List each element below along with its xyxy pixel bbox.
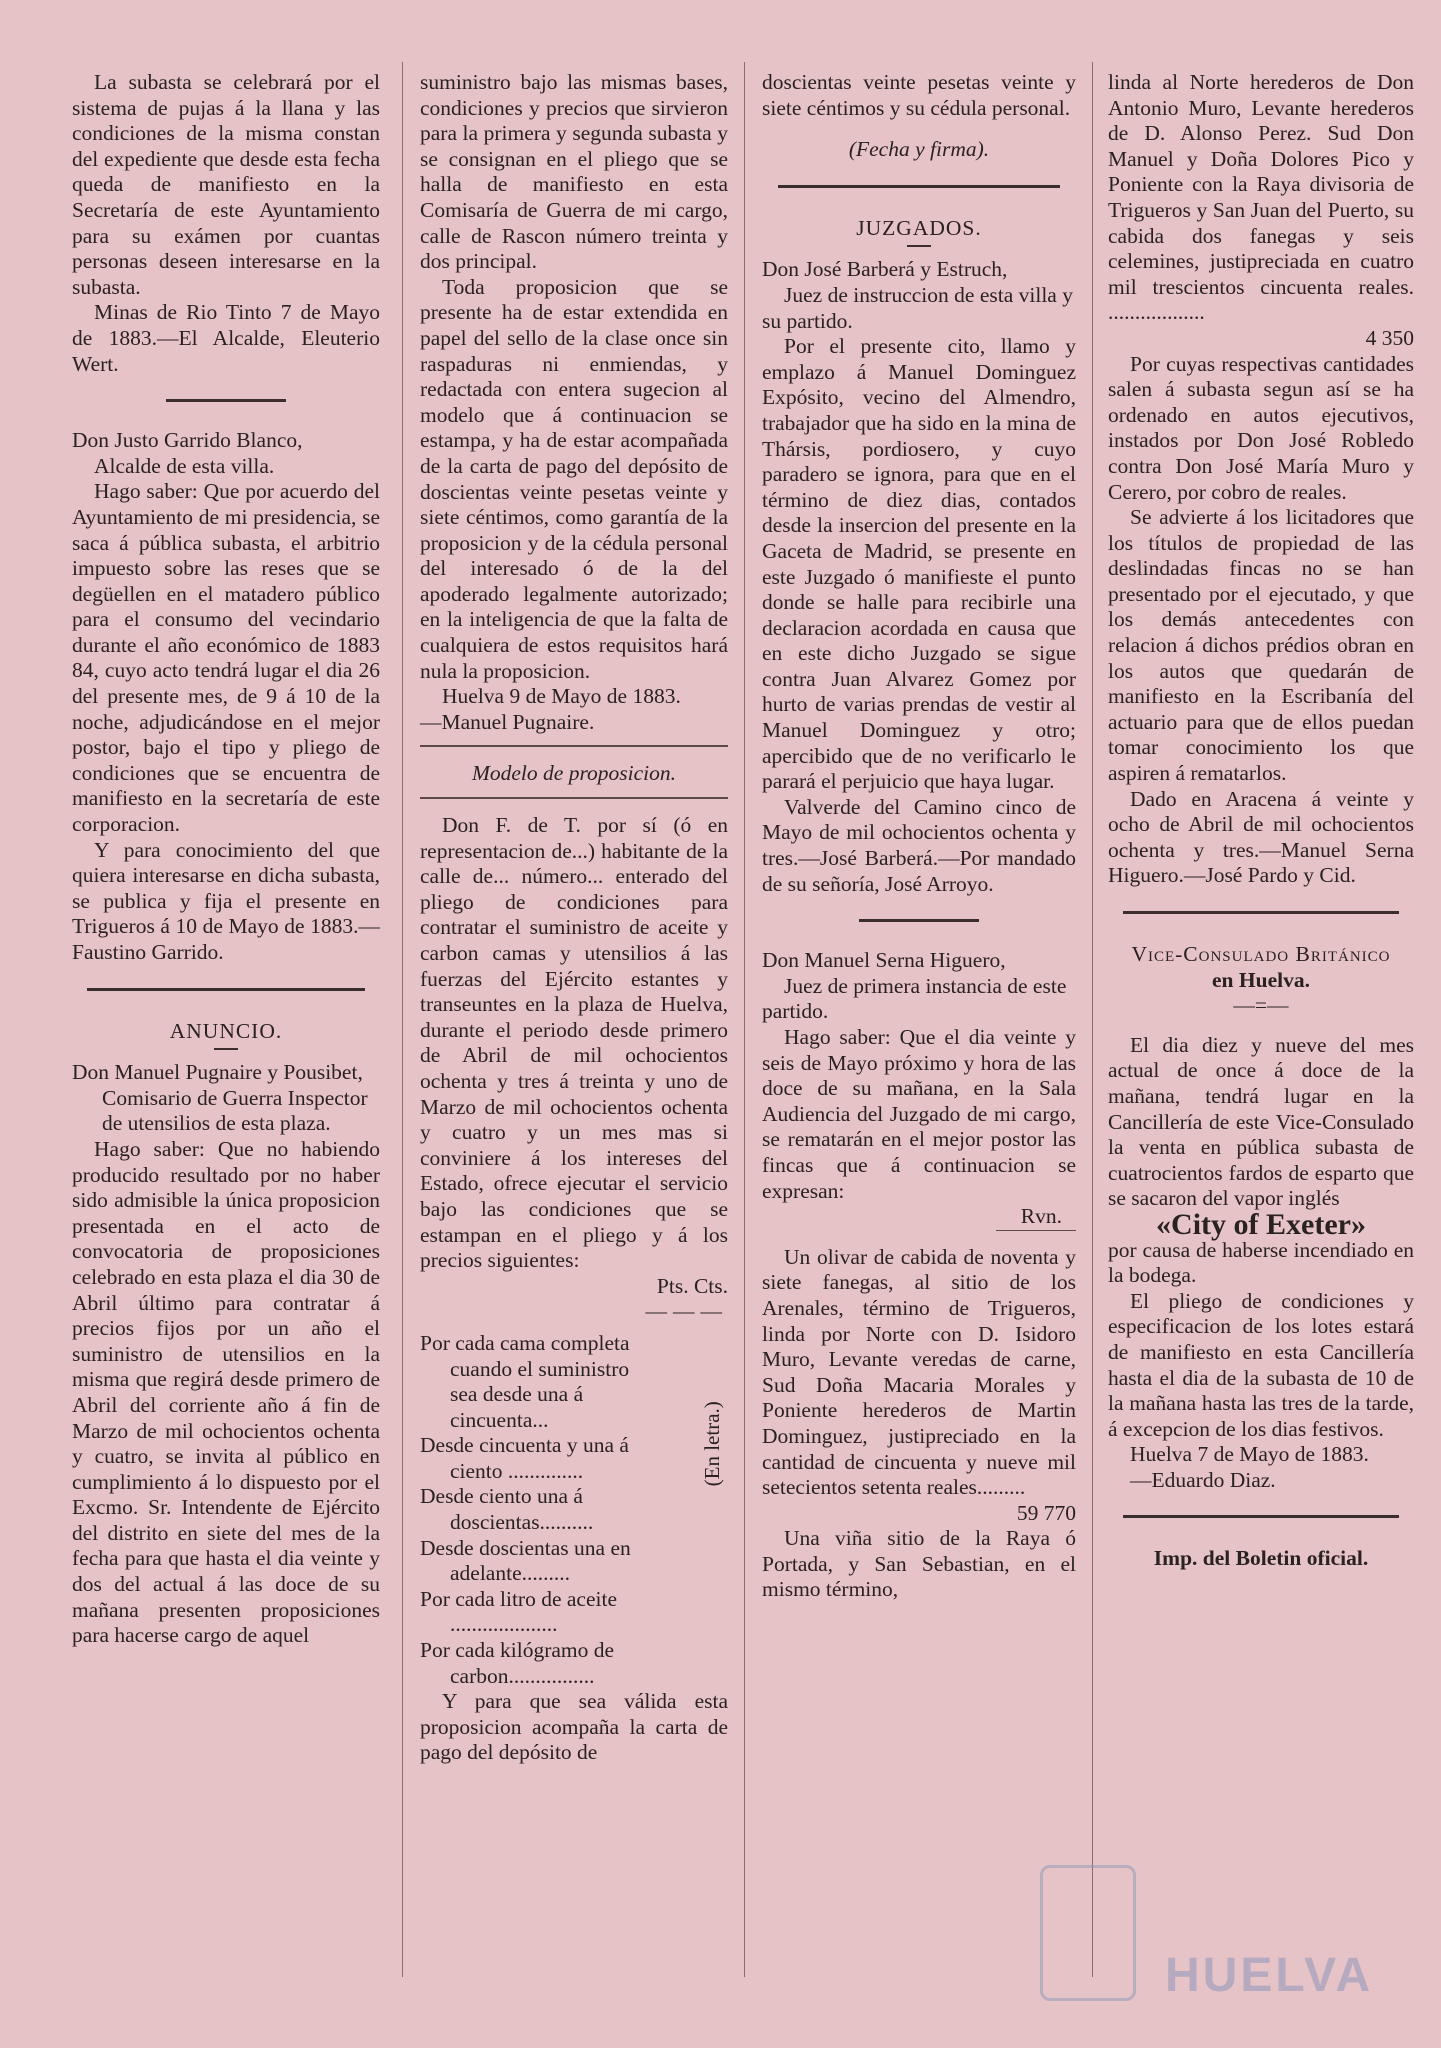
advertencia-text: Se advierte á los licitadores que los títulos de propiedad de las deslindadas fincas no se han presentado por el ejecutado, y que los demás antecedentes con relacion á dichos prédios obran en los autos que quedarán de manifiesto en la Escribanía del actuario para que de ellos puedan tomar conocimiento los que aspiren á rematarlos. [1108,505,1414,786]
consulado-dash: —=— [1233,993,1289,1018]
price-column-header: Pts. Cts. [656,1273,728,1298]
citacion-signature: Valverde del Camino cinco de Mayo de mil ochocientos ochenta y tres.—José Barberá.—Por mandado de su señoría, José Arroyo. [762,794,1076,896]
notice-heading-sub: Alcalde de esta villa. [94,453,275,478]
column-3 [762,70,1076,1603]
anuncio-body: Hago saber: Que no habiendo producido resultado por no haber sido admisible la única proposicion presentada en el acto de convocatoria de proposiciones celebrado en esta plaza el dia 30 de Abril último para contratar á precios fijos por un año el suministro de utensilios en la misma que regirá desde primero de Abril del corriente año á fin de Marzo de mil ochocientos ochenta y cuatro, se invita al público en cumplimiento á lo dispuesto por el Excmo. Sr. Intendente de Ejército del distrito en siete del mes de la fecha para que hasta el dia veinte y dos del actual á las doce de su mañana presenten proposiciones para hacerse cargo de aquel [72,1136,380,1648]
price-item: Desde cincuenta y una á ciento .............. [420,1433,629,1483]
anuncio-heading: Don Manuel Pugnaire y Pousibet, Comisario de Guerra Inspector de utensilios de esta plaza. [72,1060,368,1136]
finca-2-continued: linda al Norte herederos de Don Antonio Muro, Levante herederos de D. Alonso Perez. Sud Don Manuel y Doña Dolores Pico y Poniente con la Raya divisoria de Trigueros y San Juan del Puerto, su cabida dos fanegas y seis celemines, justipreciada en cuatro mil trescientos cincuenta reales. .................. [1108,70,1414,325]
price-table [420,1331,728,1689]
validez-text: Y para que sea válida esta proposicion acompaña la carta de pago del depósito de [420,1689,728,1765]
title-dash [907,245,931,247]
juez2-heading-sub: Juez de primera instancia de este partido. [762,973,1067,1024]
anuncio-title: ANUNCIO. [169,1018,283,1043]
divider [420,745,728,747]
column-rule [744,62,745,1977]
column-2 [420,70,728,1766]
watermark: HUELVA [1165,1949,1374,2002]
incendio-text: por causa de haberse incendiado en la bodega. [1108,1237,1414,1288]
finca-1-value: 59 770 [1016,1500,1076,1525]
column-4 [1108,70,1414,1572]
rvn-underline [996,1230,1076,1231]
consulado-date: Huelva 7 de Mayo de 1883. [1130,1442,1369,1467]
juez-heading-sub: Juez de instruccion de esta villa y su partido. [762,282,1073,333]
price-item: Por cada cama completa cuando el suministro sea desde una á cincuenta... [420,1330,630,1432]
price-column-dash: ——— [645,1299,728,1324]
price-item: Desde ciento una á doscientas.......... [420,1484,594,1535]
seal-stamp [1040,1865,1136,2001]
divider [859,919,979,922]
subasta-text: La subasta se celebrará por el sistema de pujas á la llana y las condiciones de la misma constan del expediente que desde esta fecha queda de manifiesto en la Secretaría de este Ayuntamiento para su exámen por cuantas personas deseen interesarse en la subasta. [72,70,380,299]
cedula-text: doscientas veinte pesetas veinte y siete céntimos y su cédula personal. [762,70,1076,120]
column-rule [1092,62,1093,1977]
citacion-text: Por el presente cito, llamo y emplazo á Manuel Dominguez Expósito, vecino del Almendro, trabajador que ha sido en la mina de Thársis, pordiosero, y cuyo paradero se ignora, para que en el término de diez dias, contados desde la insercion del presente en la Gaceta de Madrid, se presente en este Juzgado ó manifieste el punto donde se halle para recibirle una declaracion acordada en causa que en este dicho Juzgado se sigue contra Juan Alvarez Gomez por hurto de varias prendas de vestir al Manuel Dominguez y otro; apercibido que de no verificarlo le parará el perjuicio que haya lugar. [762,334,1076,794]
divider [166,399,286,402]
modelo-title: Modelo de proposicion. [471,761,677,786]
divider [1123,911,1398,914]
finca-1-text: Un olivar de cabida de noventa y siete fanegas, al sitio de los Arenales, término de Trigueros, linda por Norte con D. Isidoro Muro, Levante veredas de carne, Sud Doña Macaria Morales y Poniente herederos de Martin Dominguez, justipreciado en la cantidad de cincuenta y nueve mil setecientos setenta reales......... [762,1244,1076,1500]
divider [778,185,1061,188]
juzgados-title: JUZGADOS. [856,215,982,240]
en-letra-label: (En letra.) [699,1401,724,1487]
remate-text: Hago saber: Que el dia veinte y seis de Mayo próximo y hora de las doce de su mañana, en la Sala Audiencia del Juzgado de mi cargo, se rematarán en el mejor postor las fincas que á continuacion se expresan: [762,1025,1076,1203]
column-1 [72,70,380,1649]
proposicion-date: Huelva 9 de Mayo de 1883. [442,684,681,709]
venta-text: El dia diez y nueve del mes actual de once á doce de la mañana, tendrá lugar en la Cancillería de este Vice-Consulado la venta en pública subasta de cuatrocientos fardos de esparto que se sacaron del vapor inglés [1108,1032,1414,1211]
consulado-title: Vice-Consulado Británico [1131,942,1391,966]
divider [87,988,364,991]
consulado-signature: —Eduardo Diaz. [1130,1467,1276,1492]
juez2-heading: Don Manuel Serna Higuero, [762,948,1006,973]
imprenta-footer: Imp. del Boletin oficial. [1153,1546,1369,1571]
ship-name: «City of Exeter» [1156,1207,1366,1241]
proposicion-signature: —Manuel Pugnaire. [420,709,595,734]
aracena-signature: Dado en Aracena á veinte y ocho de Abril de mil ochocientos ochenta y tres.—Manuel Serna Higuero.—José Pardo y Cid. [1108,786,1414,888]
column-rule [402,62,403,1977]
notice-heading: Don Justo Garrido Blanco, [72,428,303,453]
subasta-ejecutiva-text: Por cuyas respectivas cantidades salen á subasta segun así se ha ordenado en autos ejecutivos, instados por Don José Robledo contra Don José María Muro y Cerero, por cobro de reales. [1108,351,1414,504]
divider [420,797,728,799]
pliego-text: El pliego de condiciones y especificacion de los lotes estará de manifiesto en esta Cancillería hasta el dia de la subasta de 10 de la mañana hasta las tres de la tarde, á excepcion de los dias festivos. [1108,1288,1414,1441]
divider [1123,1515,1398,1518]
finca-2-text: Una viña sitio de la Raya ó Portada, y San Sebastian, en el mismo término, [762,1526,1076,1602]
price-item: Por cada kilógramo de carbon................ [420,1638,615,1688]
notice-closing: Y para conocimiento del que quiera interesarse en dicha subasta, se publica y fija el presente en Trigueros á 10 de Mayo de 1883.—Faustino Garrido. [72,837,380,964]
notice-body: Hago saber: Que por acuerdo del Ayuntamiento de mi presidencia, se saca á pública subasta, el arbitrio impuesto sobre las reses que se degüellen en el matadero público para el consumo del vecindario durante el año económico de 1883 84, cuyo acto tendrá lugar el dia 26 del presente mes, de 9 á 10 de la noche, adjudicándose en el mejor postor, bajo el tipo y pliego de condiciones que se encuentra de manifiesto en la secretaría de este corporacion. [72,479,380,837]
fecha-firma: (Fecha y firma). [848,137,990,162]
proposicion-text: Toda proposicion que se presente ha de estar extendida en papel del sello de la clase once sin raspaduras ni enmiendas, y redactada con entera sugecion al modelo que á continuacion se estampa, y ha de estar acompañada de la carta de pago del depósito de doscientas veinte pesetas veinte y siete céntimos, como garantía de la proposicion y de la cédula personal del interesado ó de la del apoderado legalmente autorizado; en la inteligencia de que la falta de cualquiera de estos requisitos hará nula la proposicion. [420,274,728,683]
subasta-signature: Minas de Rio Tinto 7 de Mayo de 1883.—El Alcalde, Eleuterio Wert. [72,300,380,376]
modelo-text: Don F. de T. por sí (ó en representacion de...) habitante de la calle de... número... enterado del pliego de condiciones para contratar el suministro de aceite y carbon camas y utensilios á las fuerzas del Ejército estantes y transeuntes en la plaza de Huelva, durante el periodo desde primero de Abril de mil ochocientos ochenta y tres á treinta y uno de Marzo de mil ochocientos ochenta y cuatro y un mes mas si conviniere á los intereses del Estado, ofrece ejecutar el servicio bajo las condiciones que se estampan en el pliego y á los precios siguientes: [420,813,728,1273]
suministro-text: suministro bajo las mismas bases, condiciones y precios que sirvieron para la primera y segunda subasta y se consignan en el pliego que se halla de manifiesto en esta Comisaría de Guerra de mi cargo, calle de Rascon número treinta y dos principal. [420,70,728,274]
title-dash [214,1048,238,1050]
consulado-subtitle: en Huelva. [1212,967,1310,992]
price-item: Por cada litro de aceite .................... [420,1586,617,1637]
price-item: Desde doscientas una en adelante......... [420,1535,631,1586]
finca-2-value: 4 350 [1365,325,1414,350]
rvn-label: Rvn. [1020,1204,1062,1229]
juez-heading: Don José Barberá y Estruch, [762,257,1008,282]
